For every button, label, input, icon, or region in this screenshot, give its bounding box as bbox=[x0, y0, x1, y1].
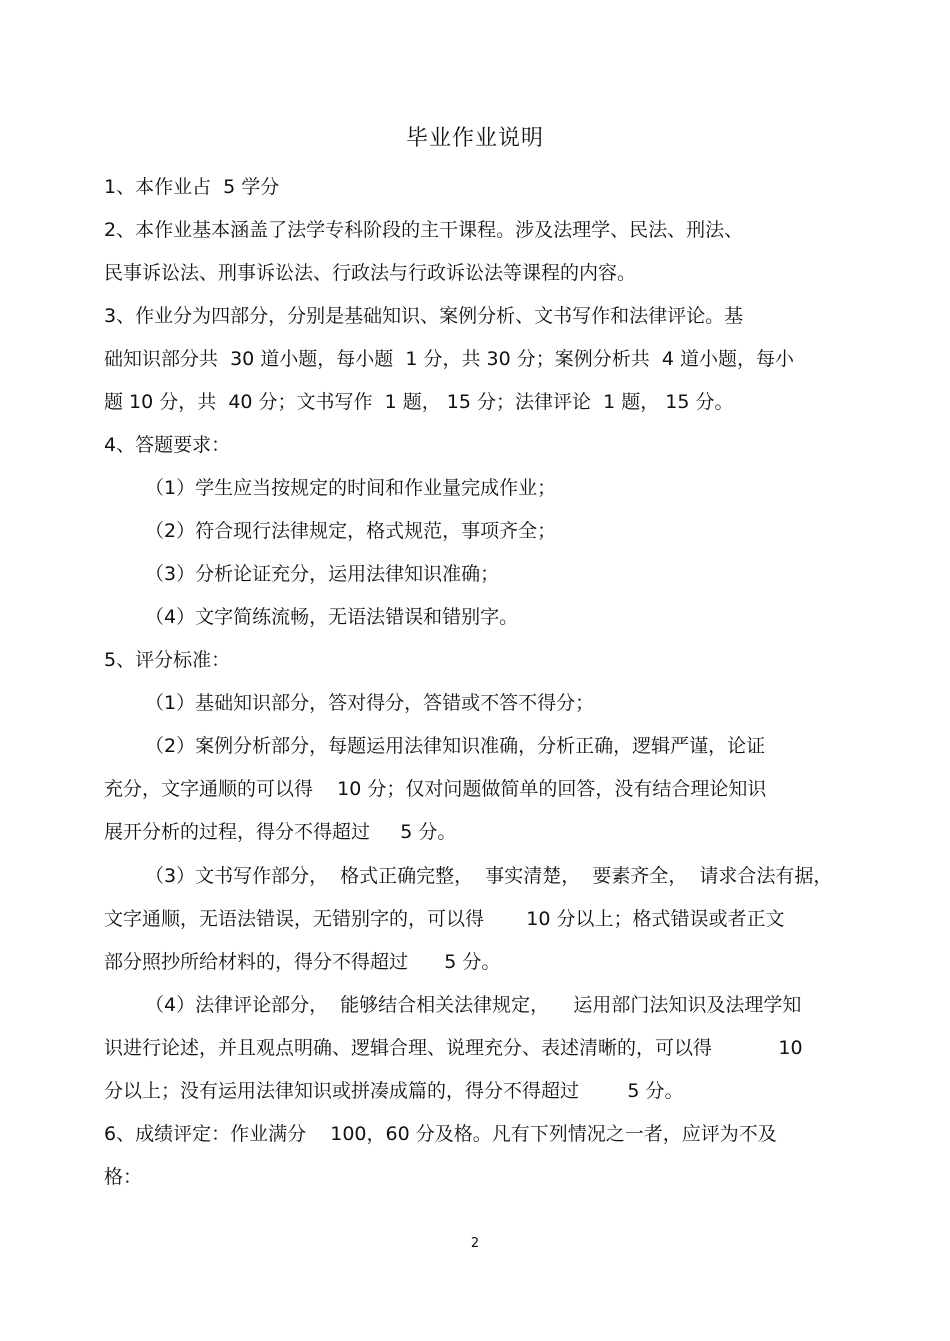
page-number: 2 bbox=[470, 1236, 480, 1251]
text-line: 文字通顺，无语法错误，无错别字的，可以得 10 分以上；格式错误或者正文 bbox=[104, 908, 785, 930]
text-line: 1、本作业占 5 学分 bbox=[104, 176, 280, 198]
text-line: （2）案例分析部分，每题运用法律知识准确，分析正确，逻辑严谨，论证 bbox=[145, 735, 766, 757]
text-line: 题 10 分，共 40 分；文书写作 1 题， 15 分；法律评论 1 题， 15 分。 bbox=[104, 391, 734, 413]
text-line: （1）基础知识部分，答对得分，答错或不答不得分； bbox=[145, 692, 595, 714]
text-line: 6、成绩评定：作业满分 100，60 分及格。凡有下列情况之一者，应评为不及 bbox=[104, 1123, 777, 1145]
text-line: 识进行论述，并且观点明确、逻辑合理、说理充分、表述清晰的，可以得 10 bbox=[104, 1037, 803, 1059]
text-line: （1）学生应当按规定的时间和作业量完成作业； bbox=[145, 477, 557, 499]
text-line: （2）符合现行法律规定，格式规范，事项齐全； bbox=[145, 520, 557, 542]
text-line: 充分，文字通顺的可以得 10 分；仅对问题做简单的回答，没有结合理论知识 bbox=[104, 778, 767, 800]
text-line: 4、答题要求： bbox=[104, 434, 231, 456]
text-line: 展开分析的过程，得分不得超过 5 分。 bbox=[104, 821, 457, 843]
text-line: （3）文书写作部分， 格式正确完整， 事实清楚， 要素齐全， 请求合法有据， bbox=[145, 865, 833, 887]
text-line: 础知识部分共 30 道小题，每小题 1 分，共 30 分；案例分析共 4 道小题，每小 bbox=[104, 348, 794, 370]
text-line: （4）法律评论部分， 能够结合相关法律规定， 运用部门法知识及法理学知 bbox=[145, 994, 802, 1016]
text-line: （4）文字简练流畅，无语法错误和错别字。 bbox=[145, 606, 519, 628]
text-line: （3）分析论证充分，运用法律知识准确； bbox=[145, 563, 500, 585]
text-line: 5、评分标准： bbox=[104, 649, 231, 671]
text-line: 3、作业分为四部分，分别是基础知识、案例分析、文书写作和法律评论。基 bbox=[104, 305, 744, 327]
text-line: 部分照抄所给材料的，得分不得超过 5 分。 bbox=[104, 951, 501, 973]
text-line: 分以上；没有运用法律知识或拼凑成篇的，得分不得超过 5 分。 bbox=[104, 1080, 684, 1102]
page-title: 毕业作业说明 bbox=[405, 126, 544, 151]
text-line: 民事诉讼法、刑事诉讼法、行政法与行政诉讼法等课程的内容。 bbox=[104, 262, 637, 284]
text-line: 2、本作业基本涵盖了法学专科阶段的主干课程。涉及法理学、民法、刑法、 bbox=[104, 219, 744, 241]
text-line: 格： bbox=[104, 1166, 143, 1188]
